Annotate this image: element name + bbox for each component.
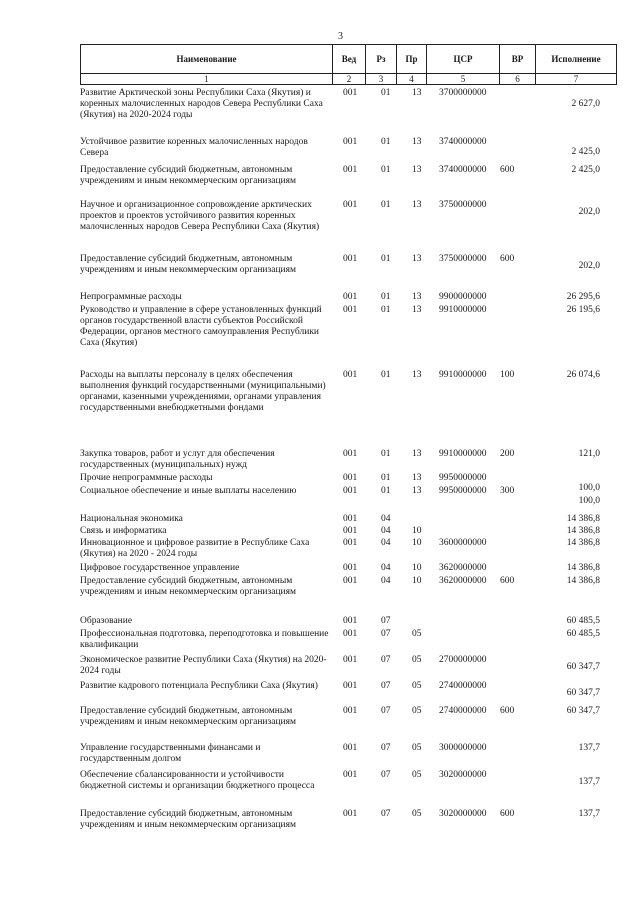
row-ved: 001 — [343, 629, 358, 639]
header-num-5: 5 — [426, 73, 500, 85]
row-vr: 200 — [500, 449, 515, 459]
row-amount: 26 074,6 — [566, 370, 600, 380]
row-name: Обеспечение сбалансированности и устойчивости бюджетной системы и организации бюджетного процесса — [80, 770, 315, 791]
row-rz: 01 — [381, 165, 391, 175]
row-name: Научное и организационное сопровождение арктических проектов и проектов устойчивого развития коренных малочисленных народов Севера Республики Саха (Якутия) — [80, 200, 320, 232]
row-rz: 07 — [381, 770, 391, 780]
row-name: Экономическое развитие Республики Саха (Якутия) на 2020-2024 годы — [80, 655, 327, 676]
row-ved: 001 — [343, 538, 358, 548]
row-ved: 001 — [343, 770, 358, 780]
row-csr: 2740000000 — [439, 706, 487, 716]
row-amount: 202,0 — [578, 261, 600, 271]
row-name: Развитие Арктической зоны Республики Саха (Якутия) и коренных малочисленных народов Севера Республики Саха (Якутия) на 2020-2024 годы — [80, 88, 323, 120]
row-ved: 001 — [343, 706, 358, 716]
row-ved: 001 — [343, 486, 358, 496]
header-num-4: 4 — [396, 73, 427, 85]
row-csr: 3740000000 — [439, 165, 487, 175]
row-rz: 07 — [381, 743, 391, 753]
row-vr: 600 — [500, 576, 515, 586]
row-name: Непрограммные расходы — [80, 292, 182, 302]
row-rz: 04 — [381, 526, 391, 536]
row-name: Прочие непрограммные расходы — [80, 473, 213, 483]
row-vr: 100 — [500, 370, 515, 380]
table-header — [80, 44, 617, 86]
row-pr: 13 — [412, 200, 422, 210]
row-rz: 01 — [381, 200, 391, 210]
row-amount: 60 485,5 — [566, 616, 600, 626]
row-ved: 001 — [343, 514, 358, 524]
row-name: Руководство и управление в сфере установленных функций органов государственной власти субъектов Российской Федерации, органов местного самоуправления Республики Саха (Якутия) — [80, 305, 322, 348]
row-amount: 60 485,5 — [566, 629, 600, 639]
row-ved: 001 — [343, 137, 358, 147]
header-rz: Рз — [365, 44, 397, 74]
row-amount: 137,7 — [578, 809, 600, 819]
row-name: Образование — [80, 616, 133, 626]
row-pr: 10 — [412, 526, 422, 536]
row-name: Цифровое государственное управление — [80, 563, 240, 573]
row-amount: 60 347,7 — [566, 662, 600, 672]
row-csr: 3750000000 — [439, 200, 487, 210]
row-csr: 3020000000 — [439, 770, 487, 780]
row-amount: 2 425,0 — [571, 147, 600, 157]
row-name: Управление государственными финансами и государственным долгом — [80, 743, 261, 764]
row-ved: 001 — [343, 809, 358, 819]
row-ved: 001 — [343, 616, 358, 626]
row-pr: 13 — [412, 473, 422, 483]
row-amount: 2 425,0 — [571, 165, 600, 175]
row-amount: 100,0 — [578, 483, 600, 493]
row-rz: 01 — [381, 137, 391, 147]
header-vr: ВР — [499, 44, 536, 74]
row-rz: 07 — [381, 616, 391, 626]
row-ved: 001 — [343, 254, 358, 264]
row-amount: 202,0 — [578, 207, 600, 217]
row-name: Предоставление субсидий бюджетным, автономным учреждениям и иным некоммерческим организациям — [80, 706, 297, 727]
row-ved: 001 — [343, 563, 358, 573]
row-pr: 05 — [412, 655, 422, 665]
row-name: Социальное обеспечение и иные выплаты населению — [80, 486, 297, 496]
row-name: Инновационное и цифровое развитие в Республике Саха (Якутия) на 2020 - 2024 годы — [80, 538, 310, 559]
row-csr: 3000000000 — [439, 743, 487, 753]
row-ved: 001 — [343, 473, 358, 483]
row-ved: 001 — [343, 292, 358, 302]
row-vr: 600 — [500, 254, 515, 264]
header-pr: Пр — [396, 44, 427, 74]
header-num-3: 3 — [365, 73, 397, 85]
row-ved: 001 — [343, 743, 358, 753]
row-amount: 26 195,6 — [566, 305, 600, 315]
row-rz: 01 — [381, 473, 391, 483]
row-amount: 137,7 — [578, 777, 600, 787]
row-rz: 01 — [381, 88, 391, 98]
row-rz: 07 — [381, 655, 391, 665]
row-pr: 05 — [412, 706, 422, 716]
row-pr: 13 — [412, 292, 422, 302]
row-vr: 300 — [500, 486, 515, 496]
row-ved: 001 — [343, 88, 358, 98]
header-num-2: 2 — [332, 73, 366, 85]
row-rz: 01 — [381, 292, 391, 302]
row-ved: 001 — [343, 526, 358, 536]
row-pr: 13 — [412, 254, 422, 264]
row-pr: 13 — [412, 88, 422, 98]
row-name: Предоставление субсидий бюджетным, автономным учреждениям и иным некоммерческим организациям — [80, 809, 297, 830]
row-rz: 01 — [381, 370, 391, 380]
row-pr: 13 — [412, 137, 422, 147]
row-amount: 137,7 — [578, 743, 600, 753]
row-pr: 05 — [412, 743, 422, 753]
row-name: Устойчивое развитие коренных малочисленных народов Севера — [80, 137, 308, 158]
row-amount: 2 627,0 — [571, 99, 600, 109]
row-amount: 60 347,7 — [566, 688, 600, 698]
row-csr: 9950000000 — [439, 486, 487, 496]
header-amount: Исполнение — [535, 44, 617, 74]
row-pr: 13 — [412, 449, 422, 459]
row-ved: 001 — [343, 449, 358, 459]
row-csr: 2740000000 — [439, 681, 487, 691]
header-name: Наименование — [80, 44, 333, 74]
row-rz: 04 — [381, 563, 391, 573]
row-name: Предоставление субсидий бюджетным, автономным учреждениям и иным некоммерческим организациям — [80, 165, 297, 186]
row-ved: 001 — [343, 200, 358, 210]
row-amount: 121,0 — [578, 449, 600, 459]
row-amount: 14 386,8 — [566, 563, 600, 573]
row-csr: 3600000000 — [439, 538, 487, 548]
row-csr: 3700000000 — [439, 88, 487, 98]
row-ved: 001 — [343, 576, 358, 586]
row-pr: 10 — [412, 538, 422, 548]
header-num-1: 1 — [80, 73, 333, 85]
row-rz: 07 — [381, 706, 391, 716]
row-name: Расходы на выплаты персоналу в целях обеспечения выполнения функций государственными (муниципальными) органами, казенными учреждениями, органами управления государственными внебюджетными фондами — [80, 370, 326, 413]
row-ved: 001 — [343, 370, 358, 380]
row-name: Связь и информатика — [80, 526, 167, 536]
row-vr: 600 — [500, 706, 515, 716]
row-csr: 9900000000 — [439, 292, 487, 302]
row-vr: 600 — [500, 809, 515, 819]
row-amount: 100,0 — [578, 496, 600, 506]
row-name: Профессиональная подготовка, переподготовка и повышение квалификации — [80, 629, 329, 650]
row-amount: 14 386,8 — [566, 538, 600, 548]
row-rz: 01 — [381, 254, 391, 264]
row-csr: 9910000000 — [439, 305, 487, 315]
row-csr: 9910000000 — [439, 449, 487, 459]
row-csr: 3740000000 — [439, 137, 487, 147]
row-ved: 001 — [343, 655, 358, 665]
row-pr: 05 — [412, 681, 422, 691]
row-name: Развитие кадрового потенциала Республики Саха (Якутия) — [80, 681, 318, 691]
row-vr: 600 — [500, 165, 515, 175]
row-ved: 001 — [343, 681, 358, 691]
row-csr: 3020000000 — [439, 809, 487, 819]
row-pr: 10 — [412, 576, 422, 586]
row-pr: 13 — [412, 370, 422, 380]
row-pr: 13 — [412, 165, 422, 175]
row-pr: 13 — [412, 486, 422, 496]
header-csr: ЦСР — [426, 44, 500, 74]
row-rz: 04 — [381, 538, 391, 548]
row-pr: 05 — [412, 629, 422, 639]
row-csr: 9950000000 — [439, 473, 487, 483]
row-csr: 3620000000 — [439, 563, 487, 573]
page-number: 3 — [338, 31, 343, 42]
row-csr: 3750000000 — [439, 254, 487, 264]
row-pr: 10 — [412, 563, 422, 573]
header-num-6: 6 — [499, 73, 536, 85]
row-pr: 13 — [412, 305, 422, 315]
row-rz: 04 — [381, 514, 391, 524]
row-amount: 60 347,7 — [566, 706, 600, 716]
row-pr: 05 — [412, 770, 422, 780]
row-amount: 14 386,8 — [566, 514, 600, 524]
row-csr: 3620000000 — [439, 576, 487, 586]
row-csr: 2700000000 — [439, 655, 487, 665]
row-ved: 001 — [343, 165, 358, 175]
row-ved: 001 — [343, 305, 358, 315]
row-rz: 07 — [381, 629, 391, 639]
row-csr: 9910000000 — [439, 370, 487, 380]
row-rz: 07 — [381, 681, 391, 691]
row-rz: 01 — [381, 486, 391, 496]
header-num-7: 7 — [535, 73, 617, 85]
row-name: Национальная экономика — [80, 514, 183, 524]
row-rz: 04 — [381, 576, 391, 586]
row-rz: 01 — [381, 305, 391, 315]
row-amount: 14 386,8 — [566, 576, 600, 586]
header-ved: Вед — [332, 44, 366, 74]
row-amount: 14 386,8 — [566, 526, 600, 536]
row-name: Закупка товаров, работ и услуг для обеспечения государственных (муниципальных) нужд — [80, 449, 275, 470]
row-rz: 07 — [381, 809, 391, 819]
row-pr: 05 — [412, 809, 422, 819]
row-amount: 26 295,6 — [566, 292, 600, 302]
row-name: Предоставление субсидий бюджетным, автономным учреждениям и иным некоммерческим организациям — [80, 254, 297, 275]
row-rz: 01 — [381, 449, 391, 459]
row-name: Предоставление субсидий бюджетным, автономным учреждениям и иным некоммерческим организациям — [80, 576, 297, 597]
